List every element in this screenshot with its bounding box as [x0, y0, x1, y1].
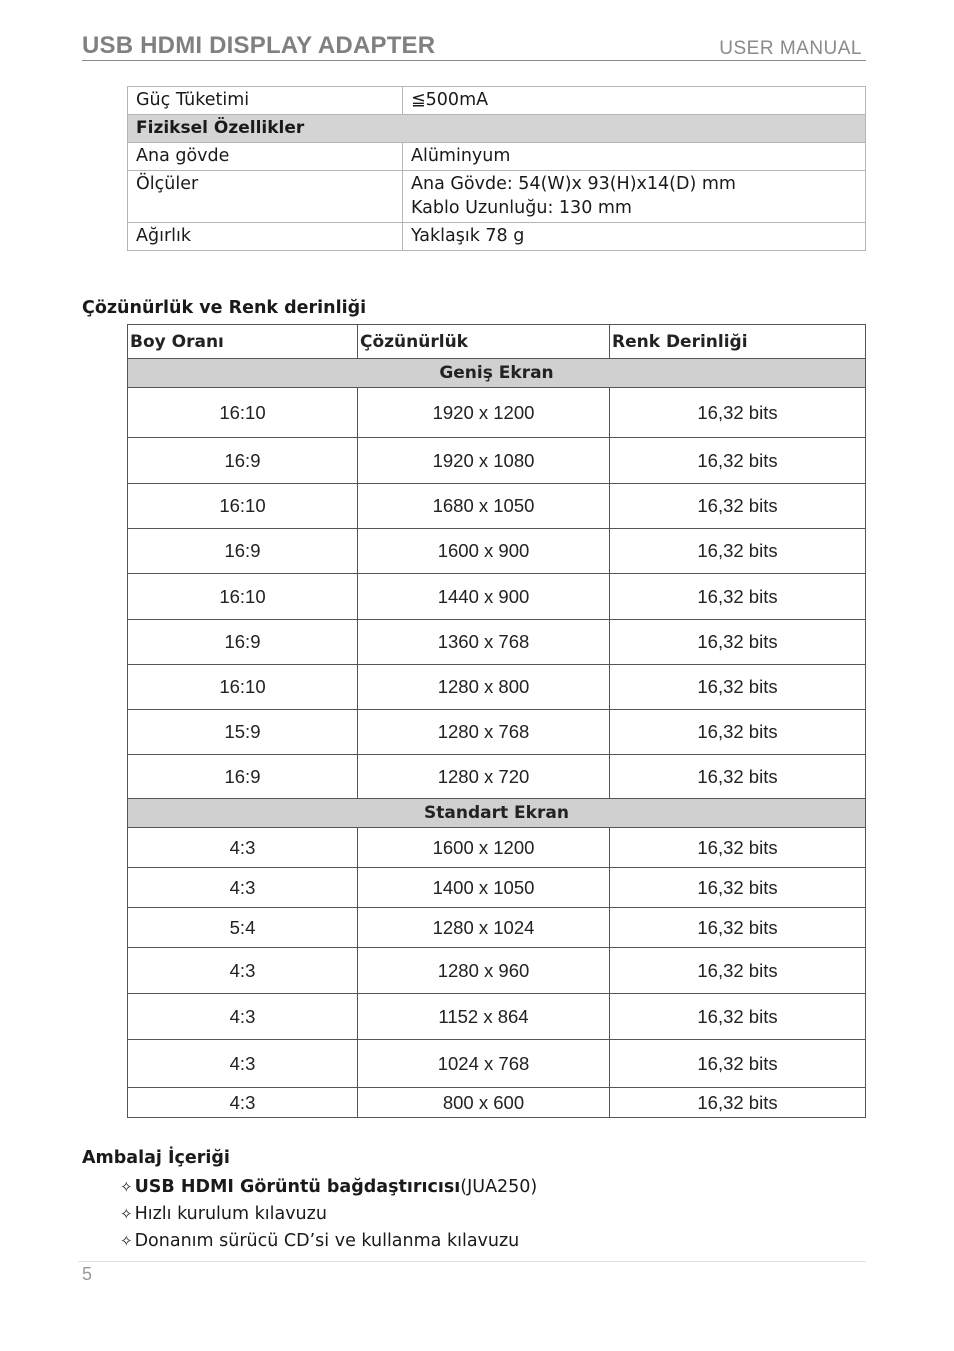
table-cell: 1920 x 1080	[358, 438, 610, 484]
table-cell: 16,32 bits	[610, 665, 866, 710]
column-header: Renk Derinliği	[610, 325, 866, 359]
resolution-heading: Çözünürlük ve Renk derinliği	[82, 298, 367, 318]
list-item	[120, 1228, 537, 1255]
spec-row	[128, 171, 866, 223]
table-cell: 1280 x 960	[358, 948, 610, 994]
table-cell: 16:9	[128, 438, 358, 484]
table-cell: 1400 x 1050	[358, 868, 610, 908]
table-row	[128, 438, 866, 484]
table-row	[128, 994, 866, 1040]
table-cell: 16:9	[128, 620, 358, 665]
page-number: 5	[82, 1264, 93, 1284]
table-cell: 16:10	[128, 574, 358, 620]
item-text: Hızlı kurulum kılavuzu	[134, 1204, 327, 1224]
table-cell: 1280 x 1024	[358, 908, 610, 948]
table-row	[128, 710, 866, 755]
package-list	[120, 1174, 537, 1255]
table-row	[128, 1088, 866, 1118]
table-row	[128, 755, 866, 799]
list-item	[120, 1174, 537, 1201]
group-title: Standart Ekran	[128, 799, 866, 828]
table-cell: 16:10	[128, 388, 358, 438]
table-row	[128, 665, 866, 710]
table-cell: 16,32 bits	[610, 438, 866, 484]
table-row	[128, 908, 866, 948]
spec-section-title: Fiziksel Özellikler	[128, 115, 866, 143]
table-cell: 16,32 bits	[610, 868, 866, 908]
table-row	[128, 948, 866, 994]
table-cell: 4:3	[128, 1088, 358, 1118]
column-header: Boy Oranı	[128, 325, 358, 359]
item-text: Donanım sürücü CD’si ve kullanma kılavuzu	[134, 1231, 520, 1251]
table-cell: 1280 x 800	[358, 665, 610, 710]
table-cell: 16,32 bits	[610, 620, 866, 665]
spec-label: Ölçüler	[128, 171, 403, 223]
spec-label: Ağırlık	[128, 223, 403, 251]
item-text: (JUA250)	[460, 1177, 538, 1197]
spec-value	[403, 171, 866, 223]
table-cell: 16,32 bits	[610, 484, 866, 529]
spec-label: Ana gövde	[128, 143, 403, 171]
table-cell: 1280 x 720	[358, 755, 610, 799]
table-cell: 800 x 600	[358, 1088, 610, 1118]
spec-value-line: Kablo Uzunluğu: 130 mm	[411, 198, 632, 218]
spec-value-line: Ana Gövde: 54(W)x 93(H)x14(D) mm	[411, 174, 736, 194]
table-cell: 1920 x 1200	[358, 388, 610, 438]
group-title: Geniş Ekran	[128, 359, 866, 388]
table-cell: 15:9	[128, 710, 358, 755]
table-cell: 16,32 bits	[610, 388, 866, 438]
table-cell: 16,32 bits	[610, 908, 866, 948]
item-bold-text: USB HDMI Görüntü bağdaştırıcısı	[134, 1177, 461, 1197]
table-cell: 1024 x 768	[358, 1040, 610, 1088]
spec-table	[127, 86, 866, 251]
table-row	[128, 388, 866, 438]
resolution-table	[127, 324, 866, 1118]
table-cell: 16,32 bits	[610, 529, 866, 574]
table-cell: 16,32 bits	[610, 948, 866, 994]
table-cell: 1600 x 1200	[358, 828, 610, 868]
table-group-row	[128, 359, 866, 388]
table-row	[128, 868, 866, 908]
table-cell: 1440 x 900	[358, 574, 610, 620]
table-cell: 16,32 bits	[610, 574, 866, 620]
spec-value: Alüminyum	[403, 143, 866, 171]
table-row	[128, 574, 866, 620]
spec-row	[128, 223, 866, 251]
table-row	[128, 484, 866, 529]
table-cell: 16,32 bits	[610, 1040, 866, 1088]
table-cell: 16,32 bits	[610, 755, 866, 799]
column-header: Çözünürlük	[358, 325, 610, 359]
table-cell: 1600 x 900	[358, 529, 610, 574]
table-cell: 16:10	[128, 484, 358, 529]
star-bullet-icon: ✧	[120, 1232, 133, 1250]
table-cell: 16:9	[128, 755, 358, 799]
table-cell: 4:3	[128, 948, 358, 994]
spec-row	[128, 87, 866, 115]
footer-divider	[78, 1261, 866, 1262]
manual-label: USER MANUAL	[719, 38, 862, 59]
table-cell: 16,32 bits	[610, 994, 866, 1040]
table-cell: 4:3	[128, 1040, 358, 1088]
spec-value: Yaklaşık 78 g	[403, 223, 866, 251]
list-item	[120, 1201, 537, 1228]
spec-label: Güç Tüketimi	[128, 87, 403, 115]
table-cell: 1360 x 768	[358, 620, 610, 665]
table-cell: 1152 x 864	[358, 994, 610, 1040]
table-group-row	[128, 799, 866, 828]
table-cell: 5:4	[128, 908, 358, 948]
table-cell: 1280 x 768	[358, 710, 610, 755]
table-row	[128, 828, 866, 868]
table-row	[128, 1040, 866, 1088]
table-row	[128, 529, 866, 574]
spec-row	[128, 143, 866, 171]
table-cell: 1680 x 1050	[358, 484, 610, 529]
spec-section-row	[128, 115, 866, 143]
table-cell: 16:9	[128, 529, 358, 574]
page-header	[82, 32, 866, 61]
table-cell: 4:3	[128, 828, 358, 868]
star-bullet-icon: ✧	[120, 1205, 133, 1223]
package-heading: Ambalaj İçeriği	[82, 1148, 230, 1168]
table-cell: 4:3	[128, 994, 358, 1040]
document-title: USB HDMI DISPLAY ADAPTER	[82, 32, 436, 59]
table-cell: 16:10	[128, 665, 358, 710]
spec-value: ≦500mA	[403, 87, 866, 115]
table-row	[128, 620, 866, 665]
table-cell: 16,32 bits	[610, 828, 866, 868]
table-header-row	[128, 325, 866, 359]
table-cell: 4:3	[128, 868, 358, 908]
star-bullet-icon: ✧	[120, 1178, 133, 1196]
table-cell: 16,32 bits	[610, 1088, 866, 1118]
table-cell: 16,32 bits	[610, 710, 866, 755]
